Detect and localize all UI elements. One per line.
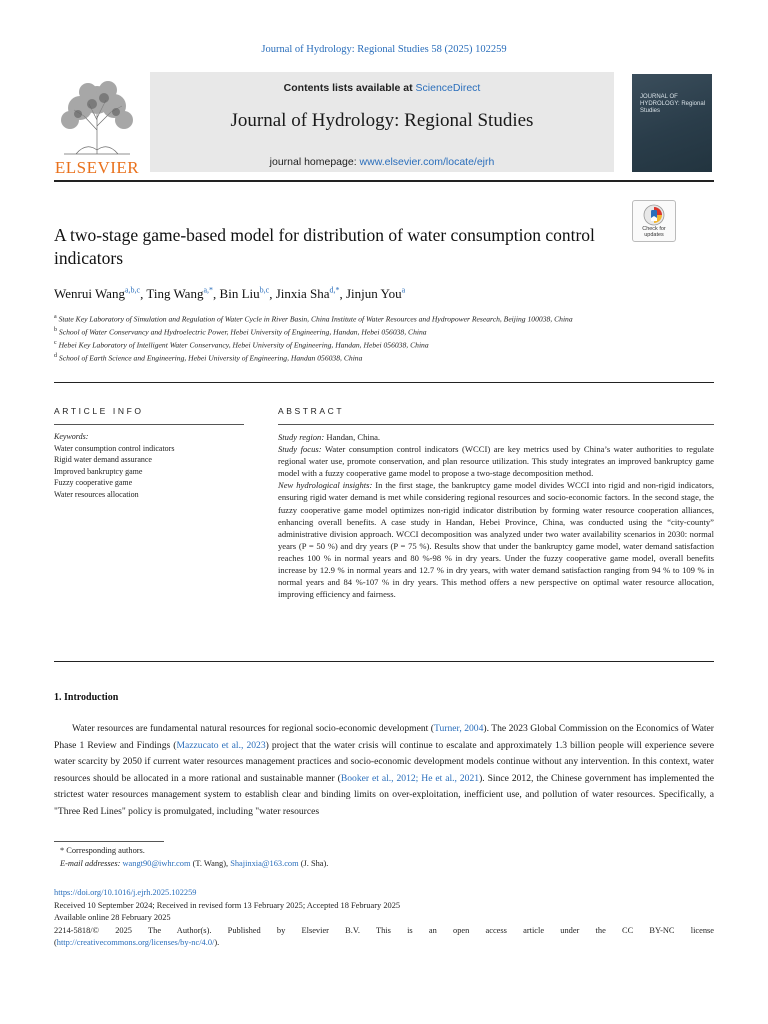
masthead-divider <box>54 180 714 182</box>
available-online: Available online 28 February 2025 <box>54 913 171 922</box>
journal-masthead <box>54 72 614 177</box>
affiliations <box>54 312 714 365</box>
article-title: A two-stage game-based model for distribution of water consumption control indicators <box>54 225 595 268</box>
check-updates-label: Check for updates <box>642 226 666 238</box>
author-affiliation-marker[interactable]: a,* <box>203 286 214 295</box>
homepage-line <box>150 156 614 168</box>
keyword-item: Improved bankruptcy game <box>54 466 143 476</box>
affiliations-divider <box>54 382 714 383</box>
cover-text: JOURNAL OF HYDROLOGY: Regional Studies <box>640 94 706 114</box>
publication-info <box>54 887 714 950</box>
insights-label: New hydrological insights: <box>278 480 373 491</box>
author-list <box>54 286 714 302</box>
study-focus-label: Study focus: <box>278 444 322 455</box>
study-focus-text: Water consumption control indicators (WCCI) are key metrics used by China’s water authorities to regulate regional water use, promote conservation, and plan resource utilization. This study integrates an improved bankruptcy game model with a fuzzy cooperative game model to propose a two-stage decomposition method. <box>278 444 714 479</box>
citation-link[interactable]: Turner, 2004 <box>433 723 484 734</box>
author[interactable] <box>146 286 213 301</box>
author[interactable] <box>346 286 405 301</box>
intro-text: ) project that the water crisis will continue to escalate and approximately 1.3 billion people will experience severe water scarcity by 2050 if current water resources management practices and socio-economic development models continue without any intervention. In this context, water resources should be allocated in a more rational and sustainable manner ( <box>54 739 715 784</box>
citation-link[interactable]: Mazzucato et al., 2023 <box>176 739 266 751</box>
license-paren: ( <box>54 938 57 947</box>
affiliation-text: School of Water Conservancy and Hydroelectric Power, Hebei University of Engineering, Handan, Hebei 056038, China <box>58 327 427 337</box>
affiliation-marker: c <box>54 340 57 347</box>
author-name: Ting Wang <box>146 286 204 302</box>
contents-prefix: Contents lists available at <box>283 82 416 94</box>
keyword-item: Fuzzy cooperative game <box>54 478 133 488</box>
author-name: Bin Liu <box>219 286 260 302</box>
affiliation-text: Hebei Key Laboratory of Intelligent Water Conservancy, Hebei University of Engineering, Handan, Hebei 056038, China <box>58 340 429 350</box>
journal-title[interactable]: Journal of Hydrology: Regional Studies <box>230 110 534 131</box>
intro-text: ). Since 2012, the Chinese government has implemented the strictest water resources management system to establish clear and binding limits on over-exploitation, inefficient use, and pollution of water resources. Specifically, a "Three Red Lines" policy is promulgated, including "water resources <box>54 772 714 817</box>
homepage-link[interactable]: www.elsevier.com/locate/ejrh <box>359 156 495 168</box>
sciencedirect-link[interactable]: ScienceDirect <box>415 82 481 94</box>
study-region-label: Study region: <box>278 432 325 442</box>
journal-reference[interactable]: Journal of Hydrology: Regional Studies 58 (2025) 102259 <box>261 44 507 55</box>
keyword-item: Rigid water demand assurance <box>54 455 152 465</box>
check-for-updates-badge[interactable] <box>632 200 676 242</box>
author-name: Jinjun You <box>346 286 402 302</box>
keyword-item: Water resources allocation <box>54 489 139 499</box>
masthead-box <box>150 72 614 172</box>
abstract-text <box>278 431 714 600</box>
author-affiliation-marker[interactable]: d,* <box>329 286 340 295</box>
affiliation-text: State Key Laboratory of Simulation and Regulation of Water Cycle in River Basin, China Institute of Water Resources and Hydropower Research, Beijing 100038, China <box>58 314 573 324</box>
received-dates: Received 10 September 2024; Received in revised form 13 February 2025; Accepted 18 February 2025 <box>54 900 401 910</box>
license-paren: ). <box>214 938 220 947</box>
license-statement: 2214-5818/© 2025 The Author(s). Published by Elsevier B.V. This is an open access article under the CC BY-NC license <box>54 925 714 935</box>
email-link[interactable]: wangt90@iwhr.com <box>122 858 191 868</box>
email-link[interactable]: Shajinxia@163.com <box>230 858 299 868</box>
affiliation-marker: a <box>54 314 57 320</box>
check-updates-icon <box>643 204 665 226</box>
author[interactable] <box>276 286 340 301</box>
email-label: E-mail addresses: <box>60 858 121 868</box>
author-affiliation-marker[interactable]: a <box>401 286 406 295</box>
author[interactable] <box>54 286 140 301</box>
homepage-prefix: journal homepage: <box>269 156 360 168</box>
intro-text: ). The 2023 Global Commission on the Economics of Water Phase 1 Review and Findings ( <box>54 723 714 751</box>
email-owner: (J. Sha). <box>298 858 329 868</box>
article-info-heading: ARTICLE INFO <box>54 406 144 416</box>
author-separator: , <box>213 286 220 302</box>
author-separator: , <box>339 286 346 302</box>
affiliation-item <box>54 351 714 364</box>
email-addresses <box>60 858 710 871</box>
author-affiliation-marker[interactable]: b,c <box>259 286 270 295</box>
affiliation-item <box>54 312 714 325</box>
intro-text: Water resources are fundamental natural resources for regional socio-economic development ( <box>72 723 434 734</box>
journal-cover-thumbnail[interactable] <box>632 74 712 172</box>
abstract-divider <box>278 424 714 425</box>
abstract-bottom-divider <box>54 661 714 662</box>
introduction-heading: 1. Introduction <box>54 692 119 703</box>
license-link[interactable]: http://creativecommons.org/licenses/by-nc/4.0/ <box>56 938 215 947</box>
elsevier-wordmark: ELSEVIER <box>54 158 140 177</box>
abstract-study-region <box>278 431 714 443</box>
affiliation-marker: d <box>54 353 57 360</box>
citation-link[interactable]: Booker et al., 2012; He et al., 2021 <box>340 772 480 784</box>
footnote-divider <box>54 841 164 842</box>
author-name: Wenrui Wang <box>54 286 125 302</box>
author-affiliation-marker[interactable]: a,b,c <box>124 286 141 295</box>
author-separator: , <box>269 286 276 302</box>
license-url-line <box>54 937 714 950</box>
keyword-item: Water consumption control indicators <box>54 443 175 453</box>
abstract-study-focus <box>278 443 714 479</box>
article-info-divider <box>54 424 244 425</box>
study-region-text: Handan, China. <box>324 432 381 442</box>
affiliation-text: School of Earth Science and Engineering, Hebei University of Engineering, Handan 056038, China <box>58 353 363 363</box>
elsevier-logo[interactable] <box>54 80 140 177</box>
corresponding-author-note: * Corresponding authors. <box>60 846 145 855</box>
introduction-paragraph <box>54 721 714 820</box>
affiliation-item <box>54 325 714 338</box>
contents-line <box>150 82 614 94</box>
keywords-label: Keywords: <box>54 432 89 441</box>
author-separator: , <box>140 286 147 302</box>
affiliation-marker: b <box>54 327 57 334</box>
insights-text: In the first stage, the bankruptcy game model divides WCCI into rigid and non-rigid indicators, ensuring rigid water demand is met while considering regional resources and socio-economic factors. In the second stage, the fuzzy cooperative game model optimizes non-rigid indicator distribution by forming water resource cooperation alliances, enhancing overall benefits. A case study in Handan, Hebei Province, China, was conducted using the “city-county” administrative division approach. WCCI decomposition was analyzed under two water availability scenarios in 2030: normal years (P = 50 %) and dry years (P = 75 %). Results show that under the bankruptcy game model, water demand satisfaction reaches 100 % in normal years and 80 %-98 % in dry years. Under the fuzzy cooperative game model, overall benefits increase by 12.9 % in normal years and 12.7 % in dry years, with water demand satisfaction ranging from 94 % to 109 % in normal years and 84 %-107 % in dry years. This method offers a new perspective on optimal water resource allocation, improving efficiency and fairness. <box>278 480 714 600</box>
abstract-insights <box>278 479 714 600</box>
keywords-block <box>54 431 244 501</box>
affiliation-item <box>54 338 714 351</box>
elsevier-tree-icon <box>56 80 138 156</box>
email-owner: (T. Wang), <box>190 858 231 868</box>
doi-link[interactable]: https://doi.org/10.1016/j.ejrh.2025.102259 <box>54 888 197 897</box>
author[interactable] <box>220 286 270 301</box>
abstract-heading: ABSTRACT <box>278 406 345 416</box>
footnotes <box>60 845 710 870</box>
author-name: Jinxia Sha <box>275 286 330 302</box>
